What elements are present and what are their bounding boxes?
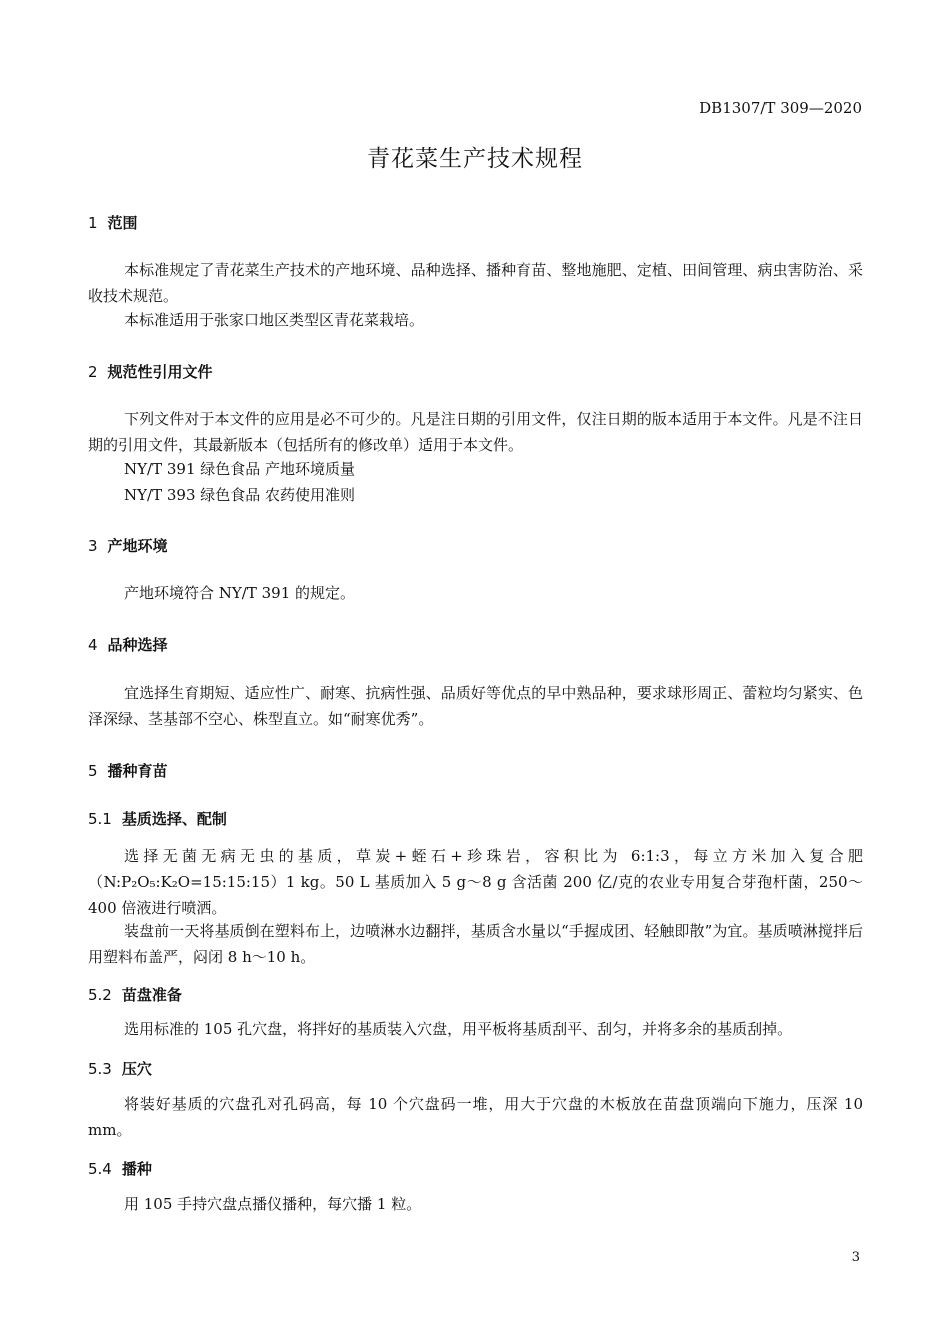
section-title: 压穴 <box>121 1060 152 1078</box>
reference-item: NY/T 393 绿色食品 农药使用准则 <box>124 486 356 504</box>
section-title: 基质选择、配制 <box>121 810 227 828</box>
section-3-heading <box>88 535 168 556</box>
section-3-paragraph-1: 产地环境符合 NY/T 391 的规定。 <box>124 584 356 602</box>
section-title: 播种育苗 <box>107 762 168 780</box>
section-5-heading <box>88 760 168 781</box>
section-4-heading <box>88 634 168 655</box>
document-code: DB1307/T 309—2020 <box>699 99 862 117</box>
section-number: 2 <box>88 363 98 381</box>
document-title: 青花菜生产技术规程 <box>367 146 583 172</box>
section-title: 苗盘准备 <box>121 986 182 1004</box>
section-4-paragraph-1: 宜选择生育期短、适应性广、耐寒、抗病性强、品质好等优点的早中熟品种，要求球形周正、蕾粒均匀紧实、色泽深绿、茎基部不空心、株型直立。如“耐寒优秀”。 <box>88 684 863 728</box>
page-number: 3 <box>851 1250 860 1265</box>
section-title: 规范性引用文件 <box>107 363 213 381</box>
section-title: 范围 <box>107 214 138 232</box>
section-5-4-heading <box>88 1158 152 1179</box>
section-1-paragraph-2: 本标准适用于张家口地区类型区青花菜栽培。 <box>124 311 425 329</box>
reference-item: NY/T 391 绿色食品 产地环境质量 <box>124 460 356 478</box>
section-5-2-heading <box>88 984 182 1005</box>
section-number: 5 <box>88 762 98 780</box>
section-5-3-heading <box>88 1058 152 1079</box>
section-number: 3 <box>88 537 98 555</box>
section-5-1-paragraph-1: 选择无菌无病无虫的基质，草炭+蛭石+珍珠岩，容积比为 6:1:3，每立方米加入复合肥（N:P₂O₅:K₂O=15:15:15）1 kg。50 L 基质加入 5 g～8 g 含活菌 200 亿/克的农业专用复合芽孢杆菌，250～400 倍液进行喷洒。 <box>88 847 863 917</box>
section-number: 5.4 <box>88 1160 112 1178</box>
section-number: 1 <box>88 214 98 232</box>
section-number: 5.2 <box>88 986 112 1004</box>
section-5-1-heading <box>88 808 227 829</box>
section-number: 4 <box>88 636 98 654</box>
section-5-1-paragraph-2: 装盘前一天将基质倒在塑料布上，边喷淋水边翻拌，基质含水量以“手握成团、轻触即散”为宜。基质喷淋搅拌后用塑料布盖严，闷闭 8 h～10 h。 <box>88 922 863 966</box>
section-5-2-paragraph-1: 选用标准的 105 孔穴盘，将拌好的基质装入穴盘，用平板将基质刮平、刮匀，并将多余的基质刮掉。 <box>124 1020 793 1038</box>
section-title: 播种 <box>121 1160 152 1178</box>
section-1-paragraph-1: 本标准规定了青花菜生产技术的产地环境、品种选择、播种育苗、整地施肥、定植、田间管理、病虫害防治、采收技术规范。 <box>88 261 863 305</box>
section-5-3-paragraph-1: 将装好基质的穴盘孔对孔码高，每 10 个穴盘码一堆，用大于穴盘的木板放在苗盘顶端向下施力，压深 10 mm。 <box>88 1095 863 1139</box>
section-2-paragraph-1: 下列文件对于本文件的应用是必不可少的。凡是注日期的引用文件，仅注日期的版本适用于本文件。凡是不注日期的引用文件，其最新版本（包括所有的修改单）适用于本文件。 <box>88 410 863 454</box>
section-5-4-paragraph-1: 用 105 手持穴盘点播仪播种，每穴播 1 粒。 <box>124 1195 422 1213</box>
section-number: 5.1 <box>88 810 112 828</box>
section-title: 品种选择 <box>107 636 168 654</box>
section-number: 5.3 <box>88 1060 112 1078</box>
section-title: 产地环境 <box>107 537 168 555</box>
section-2-heading <box>88 361 213 382</box>
section-1-heading <box>88 212 138 233</box>
